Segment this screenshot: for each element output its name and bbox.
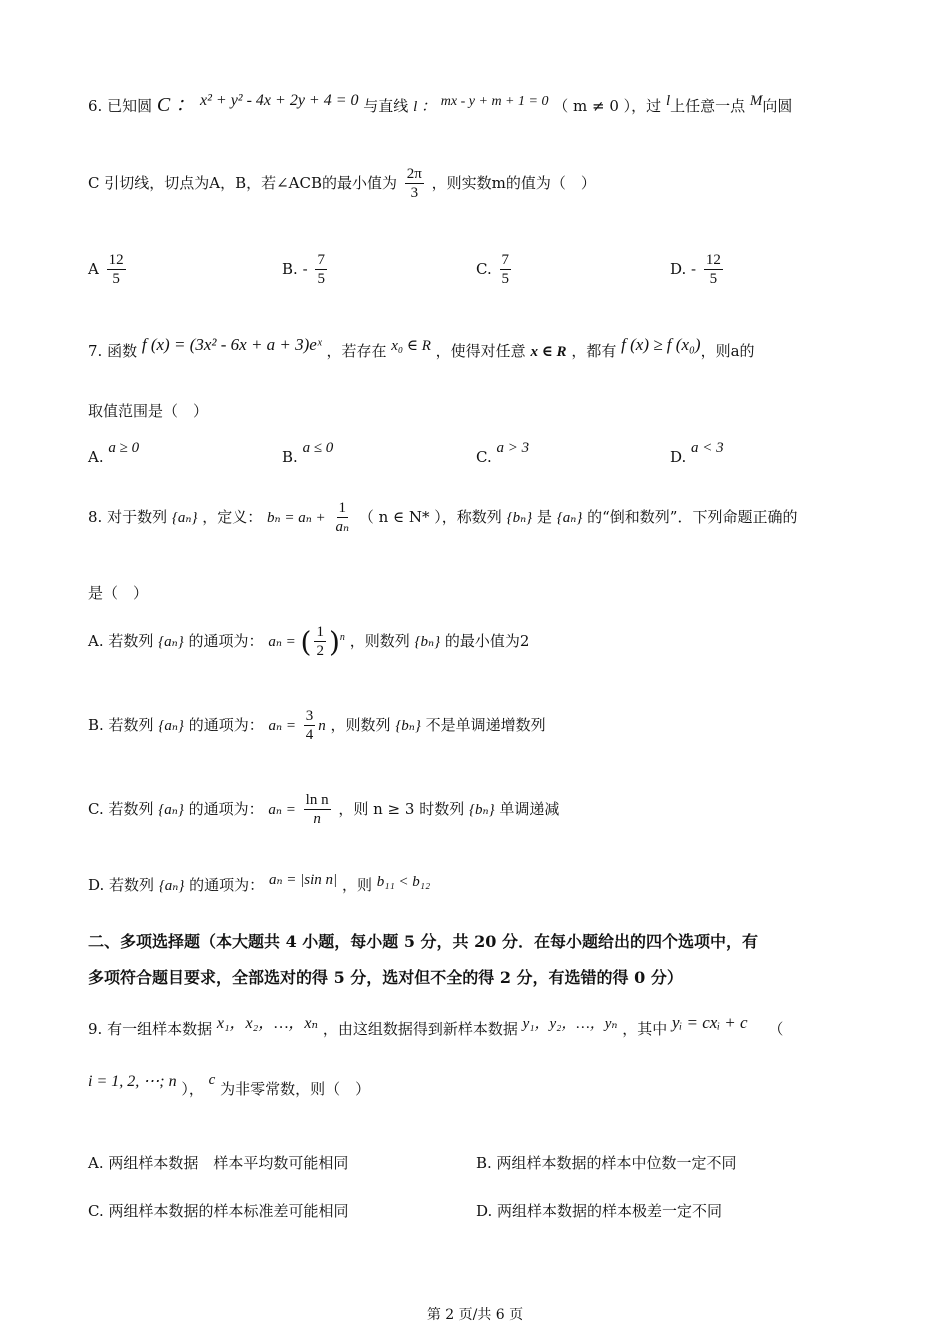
- q8-is: 是: [536, 507, 552, 526]
- frac-num: 12: [108, 252, 124, 268]
- q6-mid-text: 与直线: [363, 97, 409, 115]
- option-seq2: {bₙ}: [414, 633, 441, 650]
- q6-M: M: [749, 93, 763, 109]
- q6-number: 6. 已知圆: [88, 97, 153, 115]
- q7-line1: [88, 335, 862, 361]
- q6-end2: 向圆: [762, 97, 793, 115]
- q6-l: l: [665, 93, 671, 109]
- q6-line-name: l ：: [413, 99, 437, 115]
- q9-option-c[interactable]: [88, 1200, 348, 1221]
- q8-option-c[interactable]: [88, 792, 862, 828]
- q7-option-d[interactable]: [670, 438, 724, 466]
- frac-den: 2: [316, 642, 324, 659]
- option-label: A.: [88, 448, 104, 466]
- option-text: A. 两组样本数据 样本平均数可能相同: [88, 1154, 349, 1172]
- q6-end1: 上任意一点: [670, 97, 746, 115]
- option-label: C.: [476, 448, 492, 466]
- option-fraction: [107, 252, 126, 288]
- frac-den: n: [313, 810, 321, 827]
- q9-xs: x₁，x₂，…，xₙ: [216, 1015, 319, 1032]
- q8-option-b[interactable]: [88, 708, 862, 744]
- option-label: B.: [282, 259, 298, 278]
- q6-option-b[interactable]: [282, 252, 330, 288]
- q7-option-a[interactable]: [88, 438, 140, 466]
- option-pre: C. 若数列: [88, 799, 154, 818]
- option-after-frac: n: [318, 717, 326, 734]
- section2-header: [88, 924, 870, 996]
- paren-left: (: [300, 625, 312, 659]
- q6-circle-name: C ：: [156, 94, 196, 116]
- option-seq: {aₙ}: [158, 633, 184, 650]
- option-seq2: {bₙ}: [395, 717, 421, 734]
- q9-line2-mid: ），: [181, 1080, 204, 1098]
- q9-i: i = 1, 2, ⋯; n: [88, 1073, 177, 1090]
- option-fraction: [304, 708, 316, 744]
- q9-option-d[interactable]: [476, 1200, 722, 1221]
- option-expr: a ≥ 0: [108, 440, 140, 456]
- option-ineq: b₁₁ < b₁₂: [376, 874, 431, 890]
- option-label: D.: [670, 259, 687, 278]
- option-post: ，则 n ≥ 3 时数列: [338, 799, 465, 818]
- option-formula: aₙ =: [268, 633, 296, 650]
- q8-bn: {bₙ}: [506, 509, 533, 526]
- q9-line2: [88, 1072, 862, 1099]
- frac-den: 5: [317, 270, 325, 287]
- q8-option-d[interactable]: [88, 874, 862, 895]
- q6-circle-eq: x² + y² - 4x + 2y + 4 = 0: [200, 92, 359, 109]
- q8-line2: 是（ ）: [88, 584, 149, 602]
- paren-right: ): [328, 625, 340, 659]
- option-fraction: [704, 252, 723, 288]
- section2-line1: 二、多项选择题（本大题共 4 小题，每小题 5 分，共 20 分．在每小题给出的四个选项中，有: [88, 932, 758, 951]
- option-power: n: [339, 631, 345, 643]
- q6-line-eq: mx - y + m + 1 = 0: [440, 94, 549, 109]
- q7-x0: x₀ ∈ R: [391, 338, 431, 354]
- q8-frac-den: aₙ: [335, 518, 350, 535]
- option-formula: aₙ =: [268, 801, 296, 818]
- frac-den: 4: [305, 726, 314, 743]
- option-mid: 的通项为：: [188, 799, 264, 818]
- q8-an: {aₙ}: [171, 509, 198, 526]
- q9-option-a[interactable]: [88, 1152, 348, 1173]
- q9-c: c: [208, 1072, 216, 1088]
- option-fraction: [314, 624, 326, 660]
- q8-option-a[interactable]: [88, 624, 862, 660]
- option-seq2: {bₙ}: [469, 801, 495, 818]
- option-text: D. 两组样本数据的样本极差一定不同: [476, 1202, 723, 1220]
- option-fraction: [500, 252, 512, 288]
- option-post: ，则数列: [349, 631, 410, 650]
- option-mid: 的通项为：: [188, 715, 264, 734]
- option-mid: 的通项为：: [189, 876, 265, 894]
- frac-num: 3: [305, 708, 314, 724]
- q9-mid: ，由这组数据得到新样本数据: [322, 1020, 518, 1038]
- q7-end: ，则a的: [700, 342, 755, 360]
- q9-ys: y₁，y₂，…，yₙ: [522, 1016, 618, 1032]
- q6-frac-num: 2π: [406, 166, 422, 182]
- q8-frac-num: 1: [338, 500, 347, 516]
- q8-an2: {aₙ}: [556, 509, 583, 526]
- q7-ineq: f (x) ≥ f (x₀): [621, 335, 701, 354]
- q9-mid2: ，其中: [622, 1020, 668, 1038]
- option-post: ，则: [341, 876, 372, 894]
- frac-den: 5: [501, 270, 509, 287]
- option-end: 单调递减: [499, 799, 560, 818]
- q6-frac-den: 3: [410, 184, 419, 201]
- option-fraction: [315, 252, 327, 288]
- q6-line2-text: C 引切线，切点为A，B，若∠ACB的最小值为: [88, 173, 398, 192]
- q7-mid3: ，都有: [571, 342, 617, 360]
- q8-number: 8. 对于数列: [88, 507, 168, 526]
- option-expr: a > 3: [496, 440, 530, 456]
- frac-den: 5: [709, 270, 718, 287]
- option-post: ，则数列: [330, 715, 391, 734]
- option-fraction: [304, 792, 331, 828]
- option-expr: a ≤ 0: [302, 440, 334, 456]
- q8-cond: （ n ∈ N* ），称数列: [358, 507, 502, 526]
- option-formula: aₙ =: [268, 717, 296, 734]
- q8-def: ，定义：: [202, 507, 263, 526]
- option-pre: A. 若数列: [88, 631, 154, 650]
- option-pre: B. 若数列: [88, 715, 154, 734]
- page-footer: 第 2 页/共 6 页: [426, 1307, 524, 1323]
- option-sign: -: [302, 259, 308, 278]
- q9-eq: yᵢ = cxᵢ + c: [672, 1013, 748, 1032]
- q6-option-c[interactable]: [476, 252, 514, 288]
- q7-func: f (x) = (3x² - 6x + a + 3)eˣ: [141, 335, 322, 354]
- q9-option-b[interactable]: [476, 1152, 737, 1173]
- option-text: B. 两组样本数据的样本中位数一定不同: [476, 1154, 737, 1172]
- q8-fraction: [333, 500, 351, 536]
- option-label: D.: [670, 448, 687, 466]
- frac-num: 12: [705, 252, 721, 268]
- frac-num: 7: [501, 252, 509, 268]
- frac-num: ln n: [305, 792, 329, 808]
- option-seq: {aₙ}: [158, 801, 184, 818]
- option-label: A: [88, 259, 99, 278]
- q8-end: 的“倒和数列”．下列命题正确的: [587, 507, 798, 526]
- option-end: 不是单调递增数列: [425, 715, 546, 734]
- q8-bn-eq: bₙ = aₙ +: [267, 509, 326, 526]
- option-pre: D. 若数列: [88, 876, 155, 894]
- option-formula: aₙ = |sin n|: [268, 872, 338, 888]
- q7-mid1: ，若存在: [326, 342, 387, 360]
- option-label: B.: [282, 448, 298, 466]
- q6-cond: （ m ≠ 0 ），过: [553, 97, 662, 115]
- frac-num: 7: [317, 252, 325, 268]
- q6-line2: [88, 166, 862, 202]
- q7-option-c[interactable]: [476, 438, 530, 466]
- q6-option-d[interactable]: [670, 252, 726, 288]
- option-mid: 的通项为：: [188, 631, 264, 650]
- section2-line2: 多项符合题目要求，全部选对的得 5 分，选对但不全的得 2 分，有选错的得 0 分）: [88, 968, 683, 987]
- option-label: C.: [476, 259, 492, 278]
- q8-line1: [88, 500, 862, 536]
- q9-line2-end: 为非零常数，则（ ）: [220, 1080, 371, 1098]
- q7-line2: 取值范围是（ ）: [88, 402, 209, 420]
- option-sign: -: [691, 259, 697, 278]
- frac-den: 5: [112, 270, 120, 287]
- q7-number: 7. 函数: [88, 342, 138, 360]
- option-seq: {aₙ}: [158, 717, 184, 734]
- q6-line2-end: ，则实数m的值为（ ）: [431, 173, 596, 192]
- q9-line1: [88, 1013, 862, 1039]
- q7-mid2: ，使得对任意: [435, 342, 526, 360]
- q6-fraction: [405, 166, 424, 202]
- q9-paren: （: [768, 1020, 784, 1038]
- q6-line1: [88, 88, 862, 117]
- option-seq: {aₙ}: [158, 878, 185, 894]
- q7-option-b[interactable]: [282, 438, 334, 466]
- option-end: 的最小值为2: [444, 631, 530, 650]
- option-expr: a < 3: [691, 440, 724, 456]
- q7-xR: x ∈ R: [530, 344, 567, 360]
- option-text: C. 两组样本数据的样本标准差可能相同: [88, 1202, 349, 1220]
- q6-option-a[interactable]: [88, 252, 129, 288]
- q9-number: 9. 有一组样本数据: [88, 1020, 213, 1038]
- frac-num: 1: [316, 624, 324, 640]
